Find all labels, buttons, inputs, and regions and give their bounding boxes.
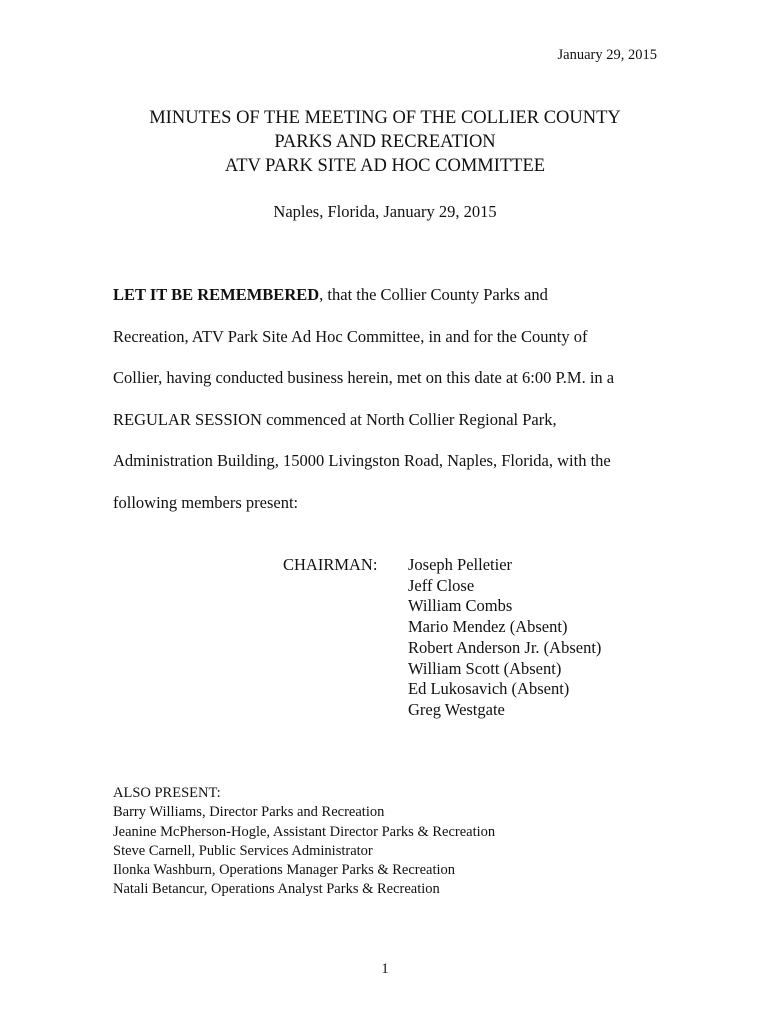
intro-line-5: Administration Building, 15000 Livingston Road, Naples, Florida, with the xyxy=(113,451,611,470)
header-date: January 29, 2015 xyxy=(557,47,657,63)
intro-line-3: Collier, having conducted business herein, met on this date at 6:00 P.M. in a xyxy=(113,368,615,387)
attendee-item: Jeanine McPherson-Hogle, Assistant Director Parks & Recreation xyxy=(113,823,496,840)
page-number: 1 xyxy=(381,961,389,977)
intro-bold-lead: LET IT BE REMEMBERED xyxy=(113,285,320,304)
also-present-list xyxy=(113,803,495,899)
attendee-item: Ilonka Washburn, Operations Manager Parks & Recreation xyxy=(113,862,456,879)
member-item: William Combs xyxy=(408,596,513,616)
member-item: William Scott (Absent) xyxy=(408,658,562,678)
title-line-3: ATV PARK SITE AD HOC COMMITTEE xyxy=(224,156,546,176)
title-line-1: MINUTES OF THE MEETING OF THE COLLIER COUNTY xyxy=(149,108,621,128)
document-title xyxy=(0,106,770,178)
meeting-location-date: Naples, Florida, January 29, 2015 xyxy=(273,202,497,221)
member-item: Jeff Close xyxy=(408,575,475,595)
also-present-section xyxy=(113,784,495,900)
member-item: Ed Lukosavich (Absent) xyxy=(408,679,570,699)
intro-line-4: REGULAR SESSION commenced at North Collier Regional Park, xyxy=(113,409,557,429)
member-item: Greg Westgate xyxy=(408,699,505,719)
members-list xyxy=(408,555,601,721)
attendee-item: Natali Betancur, Operations Analyst Parks & Recreation xyxy=(113,881,440,898)
attendee-item: Steve Carnell, Public Services Administrator xyxy=(113,842,373,859)
also-present-heading: ALSO PRESENT: xyxy=(113,785,221,801)
chairman-label: CHAIRMAN: xyxy=(283,555,378,574)
intro-line-1 xyxy=(113,284,673,326)
member-item: Mario Mendez (Absent) xyxy=(408,617,568,637)
member-item: Robert Anderson Jr. (Absent) xyxy=(408,637,602,657)
intro-line-6: following members present: xyxy=(113,492,299,512)
intro-line-1-rest: , that the Collier County Parks and xyxy=(319,285,548,304)
intro-line-2: Recreation, ATV Park Site Ad Hoc Committee, in and for the County of xyxy=(113,326,588,346)
member-item: Joseph Pelletier xyxy=(408,555,513,574)
intro-paragraph xyxy=(113,284,673,533)
title-line-2: PARKS AND RECREATION xyxy=(274,132,496,152)
attendee-item: Barry Williams, Director Parks and Recreation xyxy=(113,804,385,821)
